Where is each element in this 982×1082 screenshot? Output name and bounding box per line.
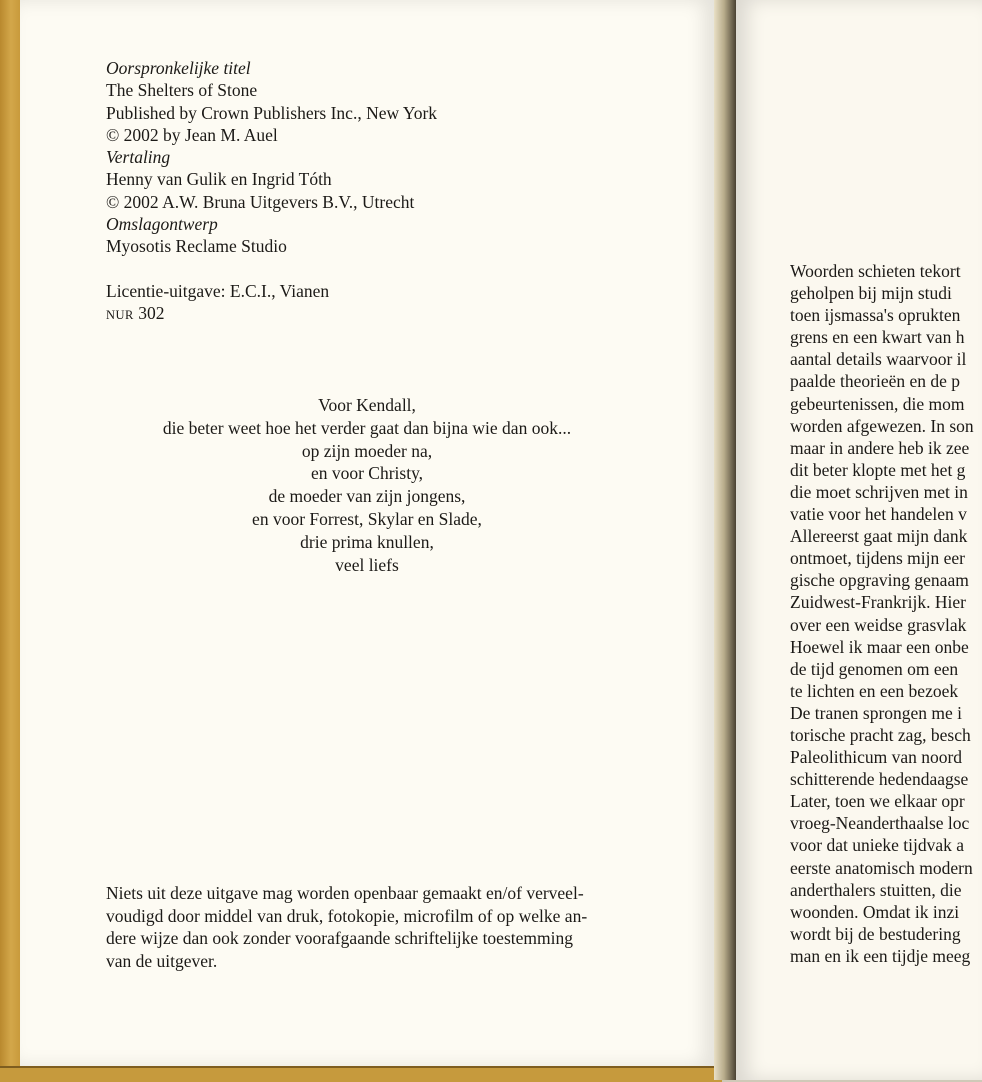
- author-copyright: © 2002 by Jean M. Auel: [106, 124, 278, 145]
- text-line: Hoewel ik maar een onbe: [790, 636, 969, 657]
- translation-label: Vertaling: [106, 147, 171, 168]
- dedication-line: die beter weet hoe het verder gaat dan bijna wie dan ook...: [162, 417, 572, 438]
- original-title: The Shelters of Stone: [106, 80, 258, 101]
- dedication-line: en voor Forrest, Skylar en Slade,: [252, 508, 482, 529]
- text-line: worden afgewezen. In son: [790, 415, 974, 436]
- text-line: Zuidwest-Frankrijk. Hier: [790, 592, 966, 613]
- text-line: torische pracht zag, besch: [790, 724, 971, 745]
- text-line: Woorden schieten tekort: [790, 261, 961, 281]
- text-line: paalde theorieën en de p: [790, 371, 961, 392]
- text-line: geholpen bij mijn studi: [790, 283, 952, 304]
- text-line: Later, toen we elkaar opr: [790, 791, 965, 812]
- text-line: schitterende hedendaagse: [790, 769, 969, 790]
- dedication-line: drie prima knullen,: [300, 531, 434, 552]
- publisher-line: Published by Crown Publishers Inc., New York: [106, 102, 438, 123]
- cover-design-label: Omslagontwerp: [106, 214, 218, 235]
- nur-line: [106, 302, 646, 326]
- text-line: maar in andere heb ik zee: [790, 437, 970, 458]
- text-line: Paleolithicum van noord: [790, 747, 963, 768]
- text-line: woonden. Omdat ik inzi: [790, 901, 960, 922]
- colophon-spacer: [106, 258, 646, 280]
- rights-line: voudigd door middel van druk, fotokopie, microfilm of op welke an-: [106, 905, 588, 926]
- dedication-line: op zijn moeder na,: [301, 440, 433, 461]
- license-edition: Licentie-uitgave: E.C.I., Vianen: [106, 280, 330, 301]
- dedication-line: de moeder van zijn jongens,: [268, 486, 466, 507]
- text-line: vroeg-Neanderthaalse loc: [790, 813, 970, 834]
- original-title-label: Oorspronkelijke titel: [106, 58, 251, 78]
- publisher-copyright: © 2002 A.W. Bruna Uitgevers B.V., Utrecht: [106, 191, 415, 212]
- rights-line: Niets uit deze uitgave mag worden openbaar gemaakt en/of verveel-: [106, 883, 584, 903]
- right-page: [736, 0, 982, 1080]
- nur-label: NUR: [106, 307, 134, 322]
- text-line: grens en een kwart van h: [790, 327, 965, 348]
- book-gutter: [714, 0, 736, 1080]
- text-line: De tranen sprongen me i: [790, 702, 963, 723]
- text-line: aantal details waarvoor il: [790, 349, 967, 370]
- rights-line: van de uitgever.: [106, 950, 218, 971]
- dedication-line: veel liefs: [335, 554, 399, 575]
- nur-code: 302: [138, 302, 165, 323]
- dedication-block: [20, 394, 714, 576]
- text-line: anderthalers stuitten, die: [790, 879, 962, 900]
- book-spine-edge: [0, 0, 20, 1080]
- text-line: over een weidse grasvlak: [790, 614, 967, 635]
- text-line: dit beter klopte met het g: [790, 459, 966, 480]
- text-line: eerste anatomisch modern: [790, 857, 973, 878]
- dedication-line: Voor Kendall,: [318, 395, 416, 415]
- text-line: wordt bij de bestudering: [790, 923, 961, 944]
- cover-design: Myosotis Reclame Studio: [106, 236, 287, 257]
- text-line: gebeurtenissen, die mom: [790, 393, 965, 414]
- text-line: Allereerst gaat mijn dank: [790, 526, 968, 547]
- dedication-line: en voor Christy,: [310, 463, 424, 484]
- text-line: voor dat unieke tijdvak a: [790, 835, 964, 856]
- rights-line: dere wijze dan ook zonder voorafgaande schriftelijke toestemming: [106, 928, 573, 948]
- rights-notice: [106, 882, 646, 972]
- right-page-text: [790, 260, 982, 967]
- text-line: te lichten en een bezoek: [790, 680, 959, 701]
- text-line: gische opgraving genaam: [790, 570, 969, 591]
- text-line: vatie voor het handelen v: [790, 504, 967, 525]
- text-line: de tijd genomen om een: [790, 658, 959, 679]
- colophon-block: [106, 57, 646, 326]
- translators: Henny van Gulik en Ingrid Tóth: [106, 169, 332, 190]
- text-line: toen ijsmassa's oprukten: [790, 305, 961, 326]
- text-line: ontmoet, tijdens mijn eer: [790, 548, 965, 569]
- text-line: die moet schrijven met in: [790, 481, 968, 502]
- text-line: man en ik een tijdje meeg: [790, 945, 971, 966]
